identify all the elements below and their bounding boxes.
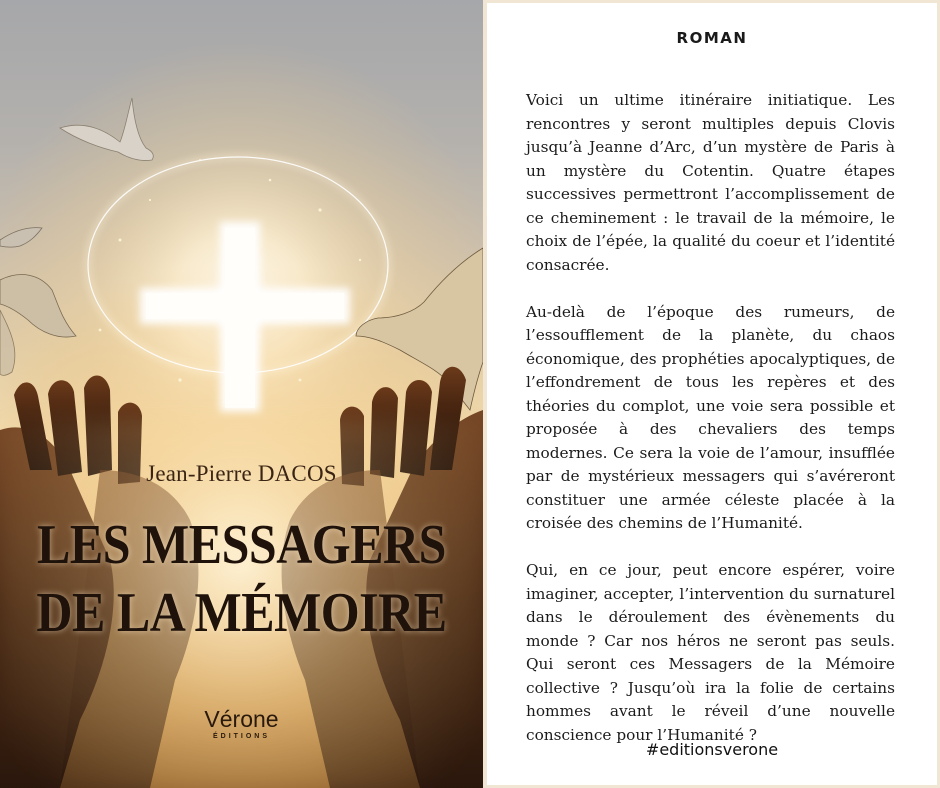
genre-heading: ROMAN (676, 29, 748, 47)
synopsis-text (526, 89, 895, 771)
book-author: Jean-Pierre DACOS (146, 461, 337, 486)
book-title-line-1: LES MESSAGERS (37, 512, 446, 576)
book-title-line-2: DE LA MÉMOIRE (36, 580, 447, 644)
synopsis-paragraph: Qui, en ce jour, peut encore espérer, voire imaginer, accepter, l’intervention du surnaturel dans le déroulement des évènements du monde ? Car nos héros ne seront pas seuls. Qui seront ces Messagers de la Mémoire collective ? Jusqu’où ira la folie de certains hommes avant le réveil d’une nouvelle conscience pour l’Humanité ? (526, 561, 895, 744)
synopsis-panel (487, 3, 937, 785)
synopsis-paragraph: Au-delà de l’époque des rumeurs, de l’essoufflement de la planète, du chaos économique, des prophéties apocalyptiques, de l’effondrement de tous les repères et des théories du complot, une voie sera possible et proposée à des chevaliers des temps modernes. Ce sera la voie de l’amour, insufflée par de mystérieux messagers qui s’avéreront constituer une armée céleste placée à la croisée des chemins de l’Humanité. (526, 302, 895, 532)
publisher-logo: Vérone (204, 706, 279, 732)
synopsis-paragraph: Voici un ultime itinéraire initiatique. Les rencontres y seront multiples depuis Clovis jusqu’à Jeanne d’Arc, d’un mystère de Paris à un mystère du Cotentin. Quatre étapes successives permettront l’accomplissement de ce cheminement : le travail de la mémoire, le choix de l’épée, la qualité du coeur et l’identité consacrée. (526, 91, 895, 274)
publisher-logo-sub: ÉDITIONS (212, 733, 271, 740)
hashtag-link[interactable]: #editionsverone (645, 740, 779, 759)
